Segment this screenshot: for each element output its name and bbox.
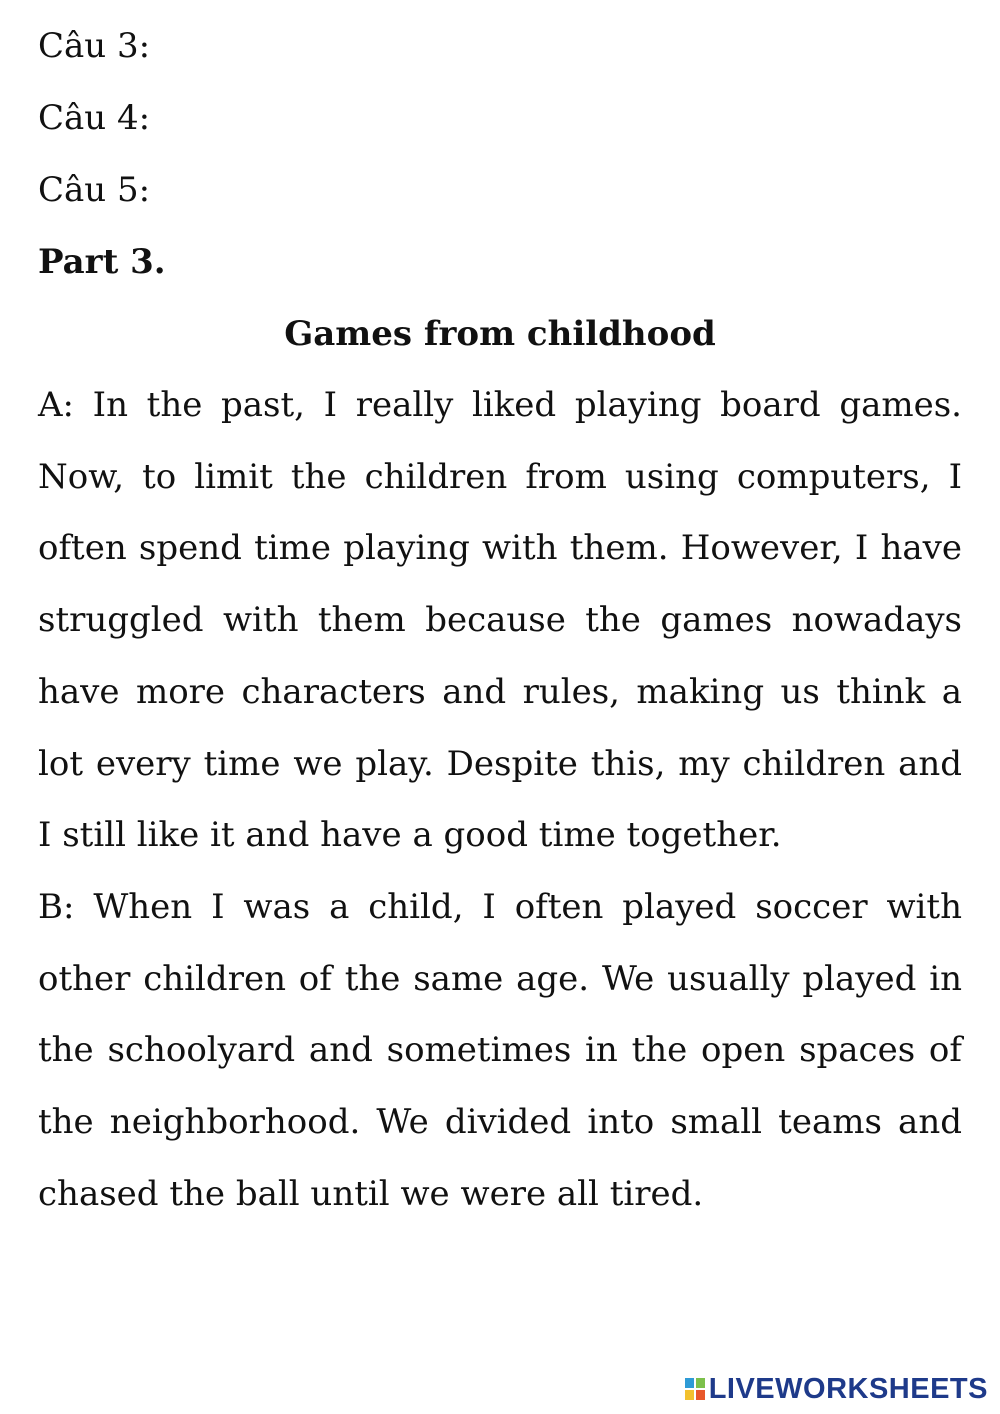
liveworksheets-logo-icon (685, 1378, 705, 1400)
worksheet-page (38, 10, 962, 1230)
passage-title: Games from childhood (284, 314, 716, 354)
part-heading: Part 3. (38, 242, 166, 282)
liveworksheets-logo (685, 1372, 988, 1406)
paragraph-b: B: When I was a child, I often played soccer with other children of the same age. We usually played in the schoolyard and sometimes in the open spaces of the neighborhood. We divided into small teams and chased the ball until we were all tired. (38, 886, 962, 1214)
logo-text: LIVEWORKSHEETS (708, 1372, 988, 1405)
question-4-label: Câu 4: (38, 98, 151, 138)
question-3-label: Câu 3: (38, 26, 151, 66)
question-5-label: Câu 5: (38, 170, 151, 210)
paragraph-a: A: In the past, I really liked playing board games. Now, to limit the children from using computers, I often spend time playing with them. However, I have struggled with them because the games nowadays have more characters and rules, making us think a lot every time we play. Despite this, my children and I still like it and have a good time together. (38, 385, 962, 856)
